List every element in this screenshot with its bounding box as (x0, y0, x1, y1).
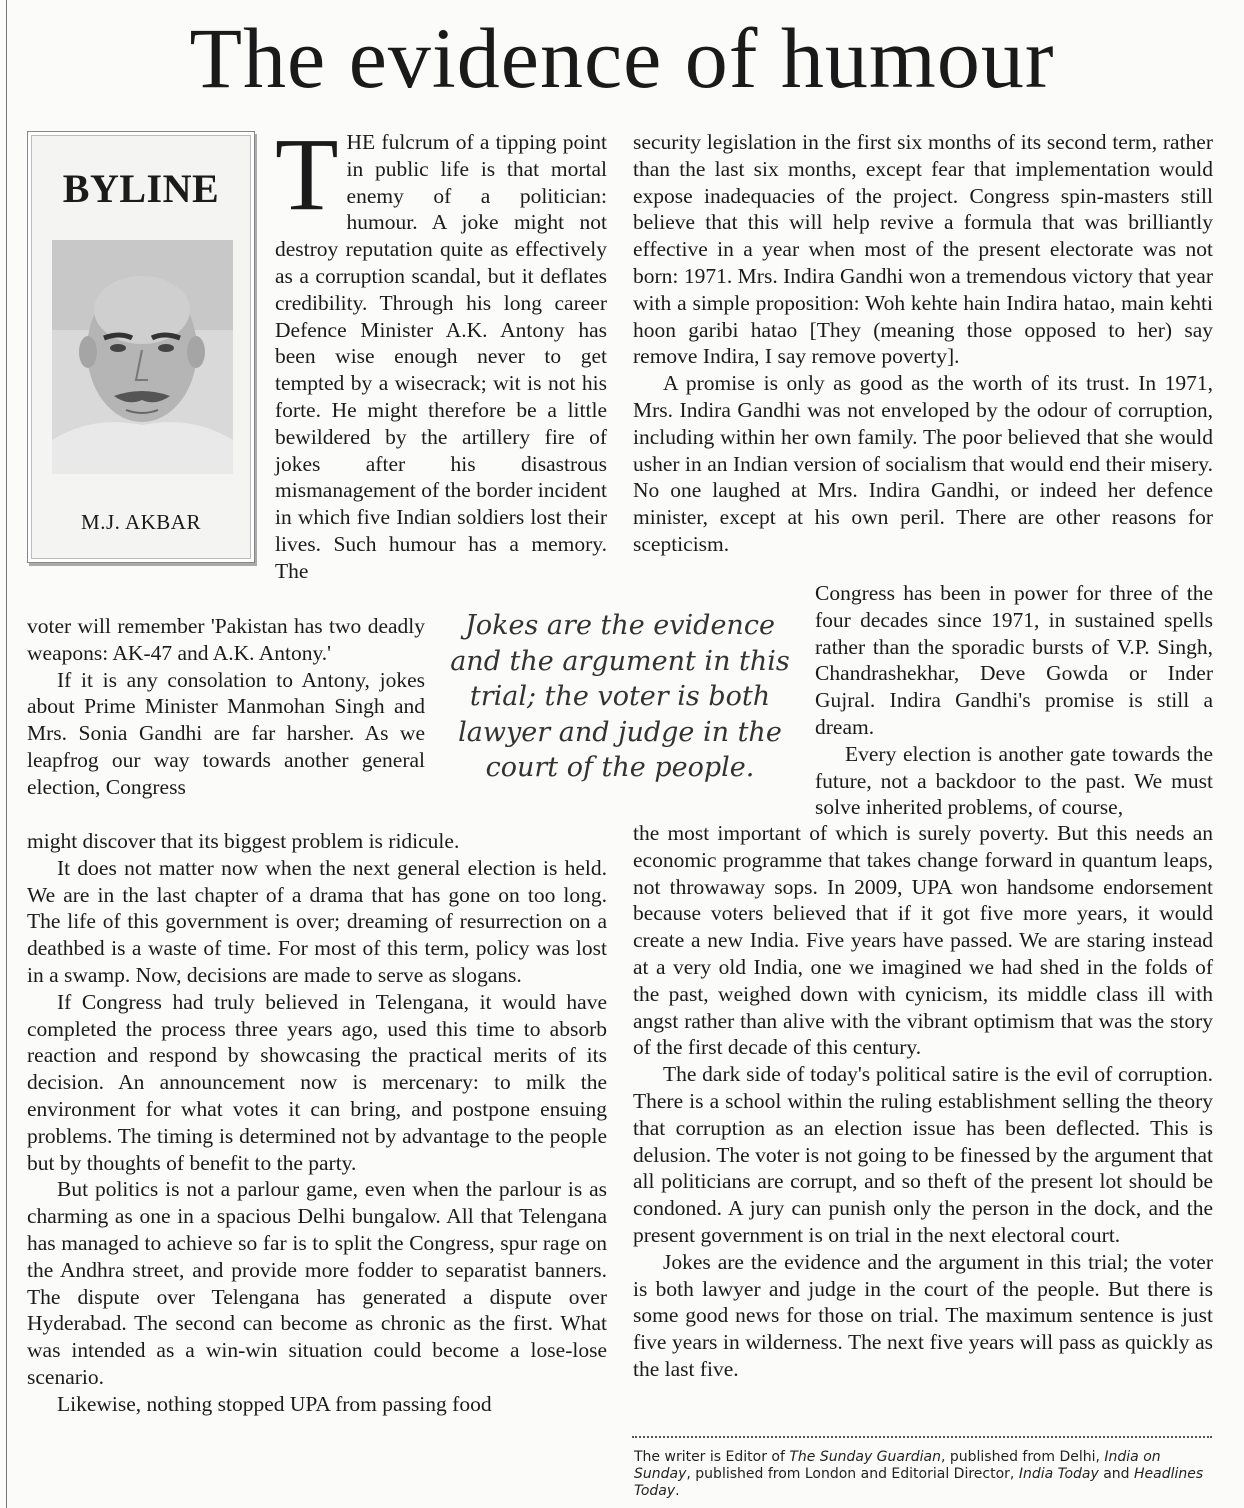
paragraph-6: Likewise, nothing stopped UPA from passing food (57, 1391, 492, 1416)
paragraph-2: If it is any consolation to Antony, jokes about Prime Minister Manmohan Singh and Mrs. Sonia Gandhi are far harsher. As we leapfrog our way towards another general election, Congress (27, 667, 425, 799)
byline-author: M.J. AKBAR (81, 510, 201, 534)
article-col-right-top (633, 129, 1213, 558)
byline-title: BYLINE (62, 166, 220, 211)
paragraph-r1: security legislation in the first six months of its second term, rather than the last six months, except fear that implementation would expose inadequacies of the project. Congress spin-masters still believe that this will help revive a formula that was brilliantly effective in a year when most of the present electorate was not born: 1971. Mrs. Indira Gandhi won a tremendous victory that year with a simple proposition: Woh kehte hain Indira hatao, main kehti hoon garibi hatao [They (meaning those opposed to her) say remove Indira, I say remove poverty]. (633, 130, 1213, 369)
footnote-divider (632, 1436, 1212, 1438)
byline-box (27, 131, 255, 563)
paragraph-1 (275, 117, 607, 585)
footnote-publication: India on Sunday (634, 1449, 1161, 1482)
article-col-left-top (275, 117, 607, 585)
footnote-publication: India Today (1018, 1466, 1099, 1482)
page-edge-rule (6, 0, 7, 1508)
footnote-publication: Headlines Today (634, 1466, 1204, 1499)
paragraph-1-cont: voter will remember 'Pakistan has two deadly weapons: AK-47 and A.K. Antony.' (27, 614, 425, 665)
paragraph-1-text: HE fulcrum of a tipping point in public life is that mortal enemy of a politician: humour. A joke might not destroy reputation quite as effectively as a corruption scandal, but it deflates credibility. Through his long career Defence Minister A.K. Antony has been wise enough never to get tempted by a wisecrack; wit is not his forte. He might therefore be a little bewildered by the artillery fire of jokes after his disastrous mismanagement of the border incident in which five Indian soldiers lost their lives. Such humour has a memory. The (275, 130, 607, 583)
paragraph-r4: The dark side of today's political satire is the evil of corruption. There is a school within the ruling establishment selling the theory that corruption as an election issue has been deflected. This is delusion. The voter is not going to be finessed by the argument that all politicians are corrupt, and so theft of the present lot should be condoned. A jury can punish only the person in the dock, and the present government is on trial in the next electoral court. (633, 1062, 1213, 1247)
headline: The evidence of humour (189, 10, 1055, 106)
article-col-right-bottom (633, 820, 1213, 1383)
paragraph-5: But politics is not a parlour game, even when the parlour is as charming as one in a spacious Delhi bungalow. All that Telengana has managed to achieve so far is to split the Congress, spur rage on the Andhra street, and provide more fodder to separatist banners. The dispute over Telengana has generated a dispute over Hyderabad. The second can become as chronic as the first. What was intended as a win-win situation could become a lose-lose scenario. (27, 1177, 607, 1389)
article-col-left-bottom (27, 828, 607, 1418)
pull-quote: Jokes are the evidence and the argument in this trial; the voter is both lawyer and judge in the court of the people. (450, 610, 790, 783)
author-footnote (634, 1449, 1214, 1500)
paragraph-r3: Every election is another gate towards the future, not a backdoor to the past. We must solve inherited problems, of course, (815, 741, 1213, 820)
footnote-text: , published from Delhi, (940, 1449, 1105, 1465)
paragraph-4: If Congress had truly believed in Telengana, it would have completed the process three years ago, used this time to absorb reaction and respond by showcasing the practical merits of its decision. An announcement now is mercenary: to milk the environment for what votes it can bring, and postpone ensuing problems. The timing is determined not by advantage to the people but by thoughts of benefit to the party. (27, 989, 607, 1175)
paragraph-r2-cont: Congress has been in power for three of the four decades since 1971, in sustained spells rather than the sporadic bursts of V.P. Singh, Chandrashekhar, Deve Gowda or Inder Gujral. Indira Gandhi's promise is still a dream. (815, 581, 1213, 739)
paragraph-2-cont: might discover that its biggest problem is ridicule. (27, 829, 460, 853)
paragraph-r3-cont: the most important of which is surely poverty. But this needs an economic programme that takes change forward in quantum leaps, not throwaway sops. In 2009, UPA won handsome endorsement because voters believed that if it got five more years, it would create a new India. Five years have passed. We are staring instead at a very old India, one we imagined we had shed in the folds of the past, weighed down with cynicism, its middle class ill with angst rather than alive with the vibrant optimism that was the story of the first decade of this century. (633, 821, 1213, 1060)
paragraph-r2: A promise is only as good as the worth of its trust. In 1971, Mrs. Indira Gandhi was not enveloped by the odour of corruption, including within her own family. The poor believed that she would usher in an Indian version of socialism that would end their misery. No one laughed at Mrs. Indira Gandhi, or indeed her defence minister, except at his own peril. There are other reasons for scepticism. (633, 371, 1213, 556)
footnote-publication: The Sunday Guardian (789, 1449, 941, 1465)
paragraph-r5: Jokes are the evidence and the argument in this trial; the voter is both lawyer and judge in the court of the people. But there is some good news for those on trial. The maximum sentence is just five years in wilderness. The next five years will pass as quickly as the last five. (633, 1249, 1213, 1381)
paragraph-3: It does not matter now when the next general election is held. We are in the last chapter of a drama that has gone on too long. The life of this government is over; dreaming of resurrection on a deathbed is a waste of time. For most of this term, policy was lost in a swamp. Now, decisions are made to serve as slogans. (27, 855, 607, 987)
footnote-text: and (1098, 1466, 1135, 1482)
footnote-text: , published from London and Editorial Director, (686, 1466, 1019, 1482)
article-col-right-mid (815, 580, 1213, 821)
footnote-text: . (675, 1483, 680, 1499)
article-col-left-mid (27, 613, 425, 801)
author-portrait (52, 240, 233, 474)
author-photo (52, 240, 233, 474)
dropcap: T (275, 117, 339, 232)
footnote-text: The writer is Editor of (634, 1449, 790, 1465)
